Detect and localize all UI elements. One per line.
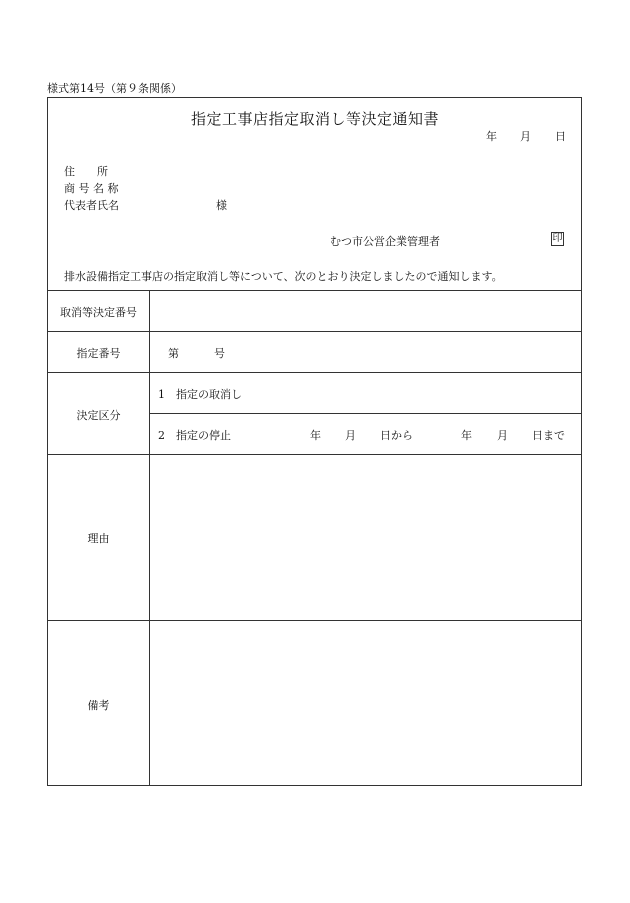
trade-name-label: 商 号 名 称	[64, 182, 119, 195]
date-day: 日	[555, 130, 566, 143]
date-month: 月	[520, 130, 531, 143]
date-year: 年	[486, 130, 497, 143]
designation-number-label: 指定番号	[76, 347, 121, 360]
column-divider	[149, 290, 150, 786]
table-top-line	[47, 290, 582, 291]
form-id: 様式第14号（第９条関係）	[47, 82, 182, 95]
row-divider-sub	[149, 413, 582, 414]
remarks-label: 備考	[87, 699, 110, 712]
designation-suffix: 号	[214, 347, 225, 360]
option-revocation: 1 指定の取消し	[158, 388, 242, 401]
suspension-from-year: 年	[310, 429, 321, 442]
row-divider-3	[47, 454, 582, 455]
suspension-to-day: 日まで	[532, 429, 565, 442]
row-divider-2	[47, 372, 582, 373]
reason-label: 理由	[87, 532, 110, 545]
honorific: 様	[216, 199, 227, 212]
decision-number-label: 取消等決定番号	[60, 306, 137, 319]
seal-mark: 印	[552, 233, 563, 244]
issuer-name: むつ市公営企業管理者	[330, 235, 440, 248]
address-label: 住 所	[64, 165, 108, 178]
row-divider-4	[47, 620, 582, 621]
suspension-to-month: 月	[497, 429, 508, 442]
intro-text: 排水設備指定工事店の指定取消し等について、次のとおり決定しましたので通知します。	[64, 270, 503, 283]
decision-type-label: 決定区分	[76, 409, 121, 422]
suspension-from-day: 日から	[380, 429, 413, 442]
representative-label: 代表者氏名	[64, 199, 119, 212]
suspension-to-year: 年	[461, 429, 472, 442]
document-title: 指定工事店指定取消し等決定通知書	[190, 110, 439, 128]
designation-prefix: 第	[168, 347, 179, 360]
row-divider-1	[47, 331, 582, 332]
suspension-from-month: 月	[345, 429, 356, 442]
option-suspension: 2 指定の停止	[158, 429, 231, 442]
